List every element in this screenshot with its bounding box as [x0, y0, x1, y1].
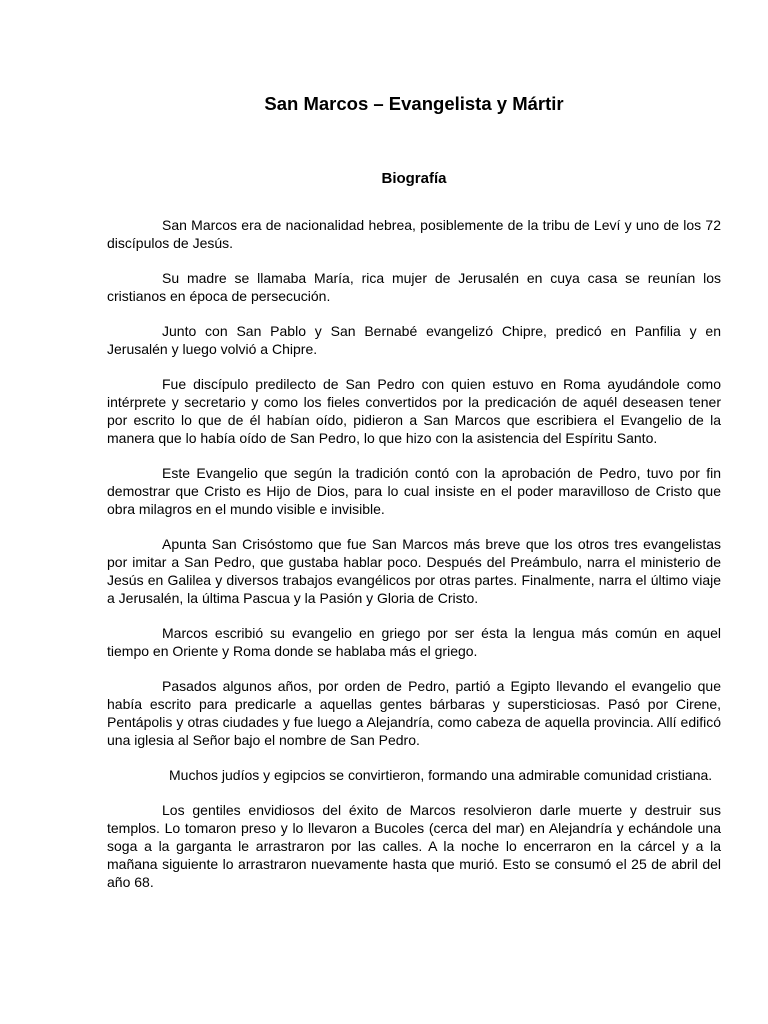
paragraph-10: Los gentiles envidiosos del éxito de Marcos resolvieron darle muerte y destruir sus templos. Lo tomaron preso y lo llevaron a Bucoles (cerca del mar) en Alejandría y echándole una soga a la garganta le arrastraron por las calles. A la noche lo encerraron en la cárcel y a la mañana siguiente lo arrastraron nuevamente hasta que murió. Esto se consumó el 25 de abril del año 68. — [107, 802, 721, 890]
paragraph-2: Su madre se llamaba María, rica mujer de Jerusalén en cuya casa se reunían los cristianos en época de persecución. — [107, 270, 721, 304]
paragraph-5: Este Evangelio que según la tradición contó con la aprobación de Pedro, tuvo por fin demostrar que Cristo es Hijo de Dios, para lo cual insiste en el poder maravilloso de Cristo que obra milagros en el mundo visible e invisible. — [107, 465, 721, 517]
paragraph-7: Marcos escribió su evangelio en griego por ser ésta la lengua más común en aquel tiempo en Oriente y Roma donde se hablaba más el griego. — [107, 625, 721, 659]
paragraph-3: Junto con San Pablo y San Bernabé evangelizó Chipre, predicó en Panfilia y en Jerusalén y luego volvió a Chipre. — [107, 323, 721, 357]
paragraph-8: Pasados algunos años, por orden de Pedro, partió a Egipto llevando el evangelio que había escrito para predicarle a aquellas gentes bárbaras y supersticiosas. Pasó por Cirene, Pentápolis y otras ciudades y fue luego a Alejandría, como cabeza de aquella provincia. Allí edificó una iglesia al Señor bajo el nombre de San Pedro. — [107, 678, 721, 748]
paragraph-1: San Marcos era de nacionalidad hebrea, posiblemente de la tribu de Leví y uno de los 72 discípulos de Jesús. — [107, 217, 721, 251]
paragraph-9: Muchos judíos y egipcios se convirtieron, formando una admirable comunidad cristiana. — [169, 767, 713, 783]
paragraph-4: Fue discípulo predilecto de San Pedro con quien estuvo en Roma ayudándole como intérprete y secretario y como los fieles convertidos por la predicación de aquél deseasen tener por escrito lo que de él habían oído, pidieron a San Marcos que escribiera el Evangelio de la manera que lo había oído de San Pedro, lo que hizo con la asistencia del Espíritu Santo. — [107, 376, 721, 446]
biography-body — [107, 216, 721, 908]
section-heading-biografia: Biografía — [381, 170, 447, 187]
paragraph-6: Apunta San Crisóstomo que fue San Marcos más breve que los otros tres evangelistas por imitar a San Pedro, que gustaba hablar poco. Después del Preámbulo, narra el ministerio de Jesús en Galilea y diversos trabajos evangélicos por otras partes. Finalmente, narra el último viaje a Jerusalén, la última Pascua y la Pasión y Gloria de Cristo. — [107, 536, 721, 606]
page-title: San Marcos – Evangelista y Mártir — [264, 93, 564, 114]
